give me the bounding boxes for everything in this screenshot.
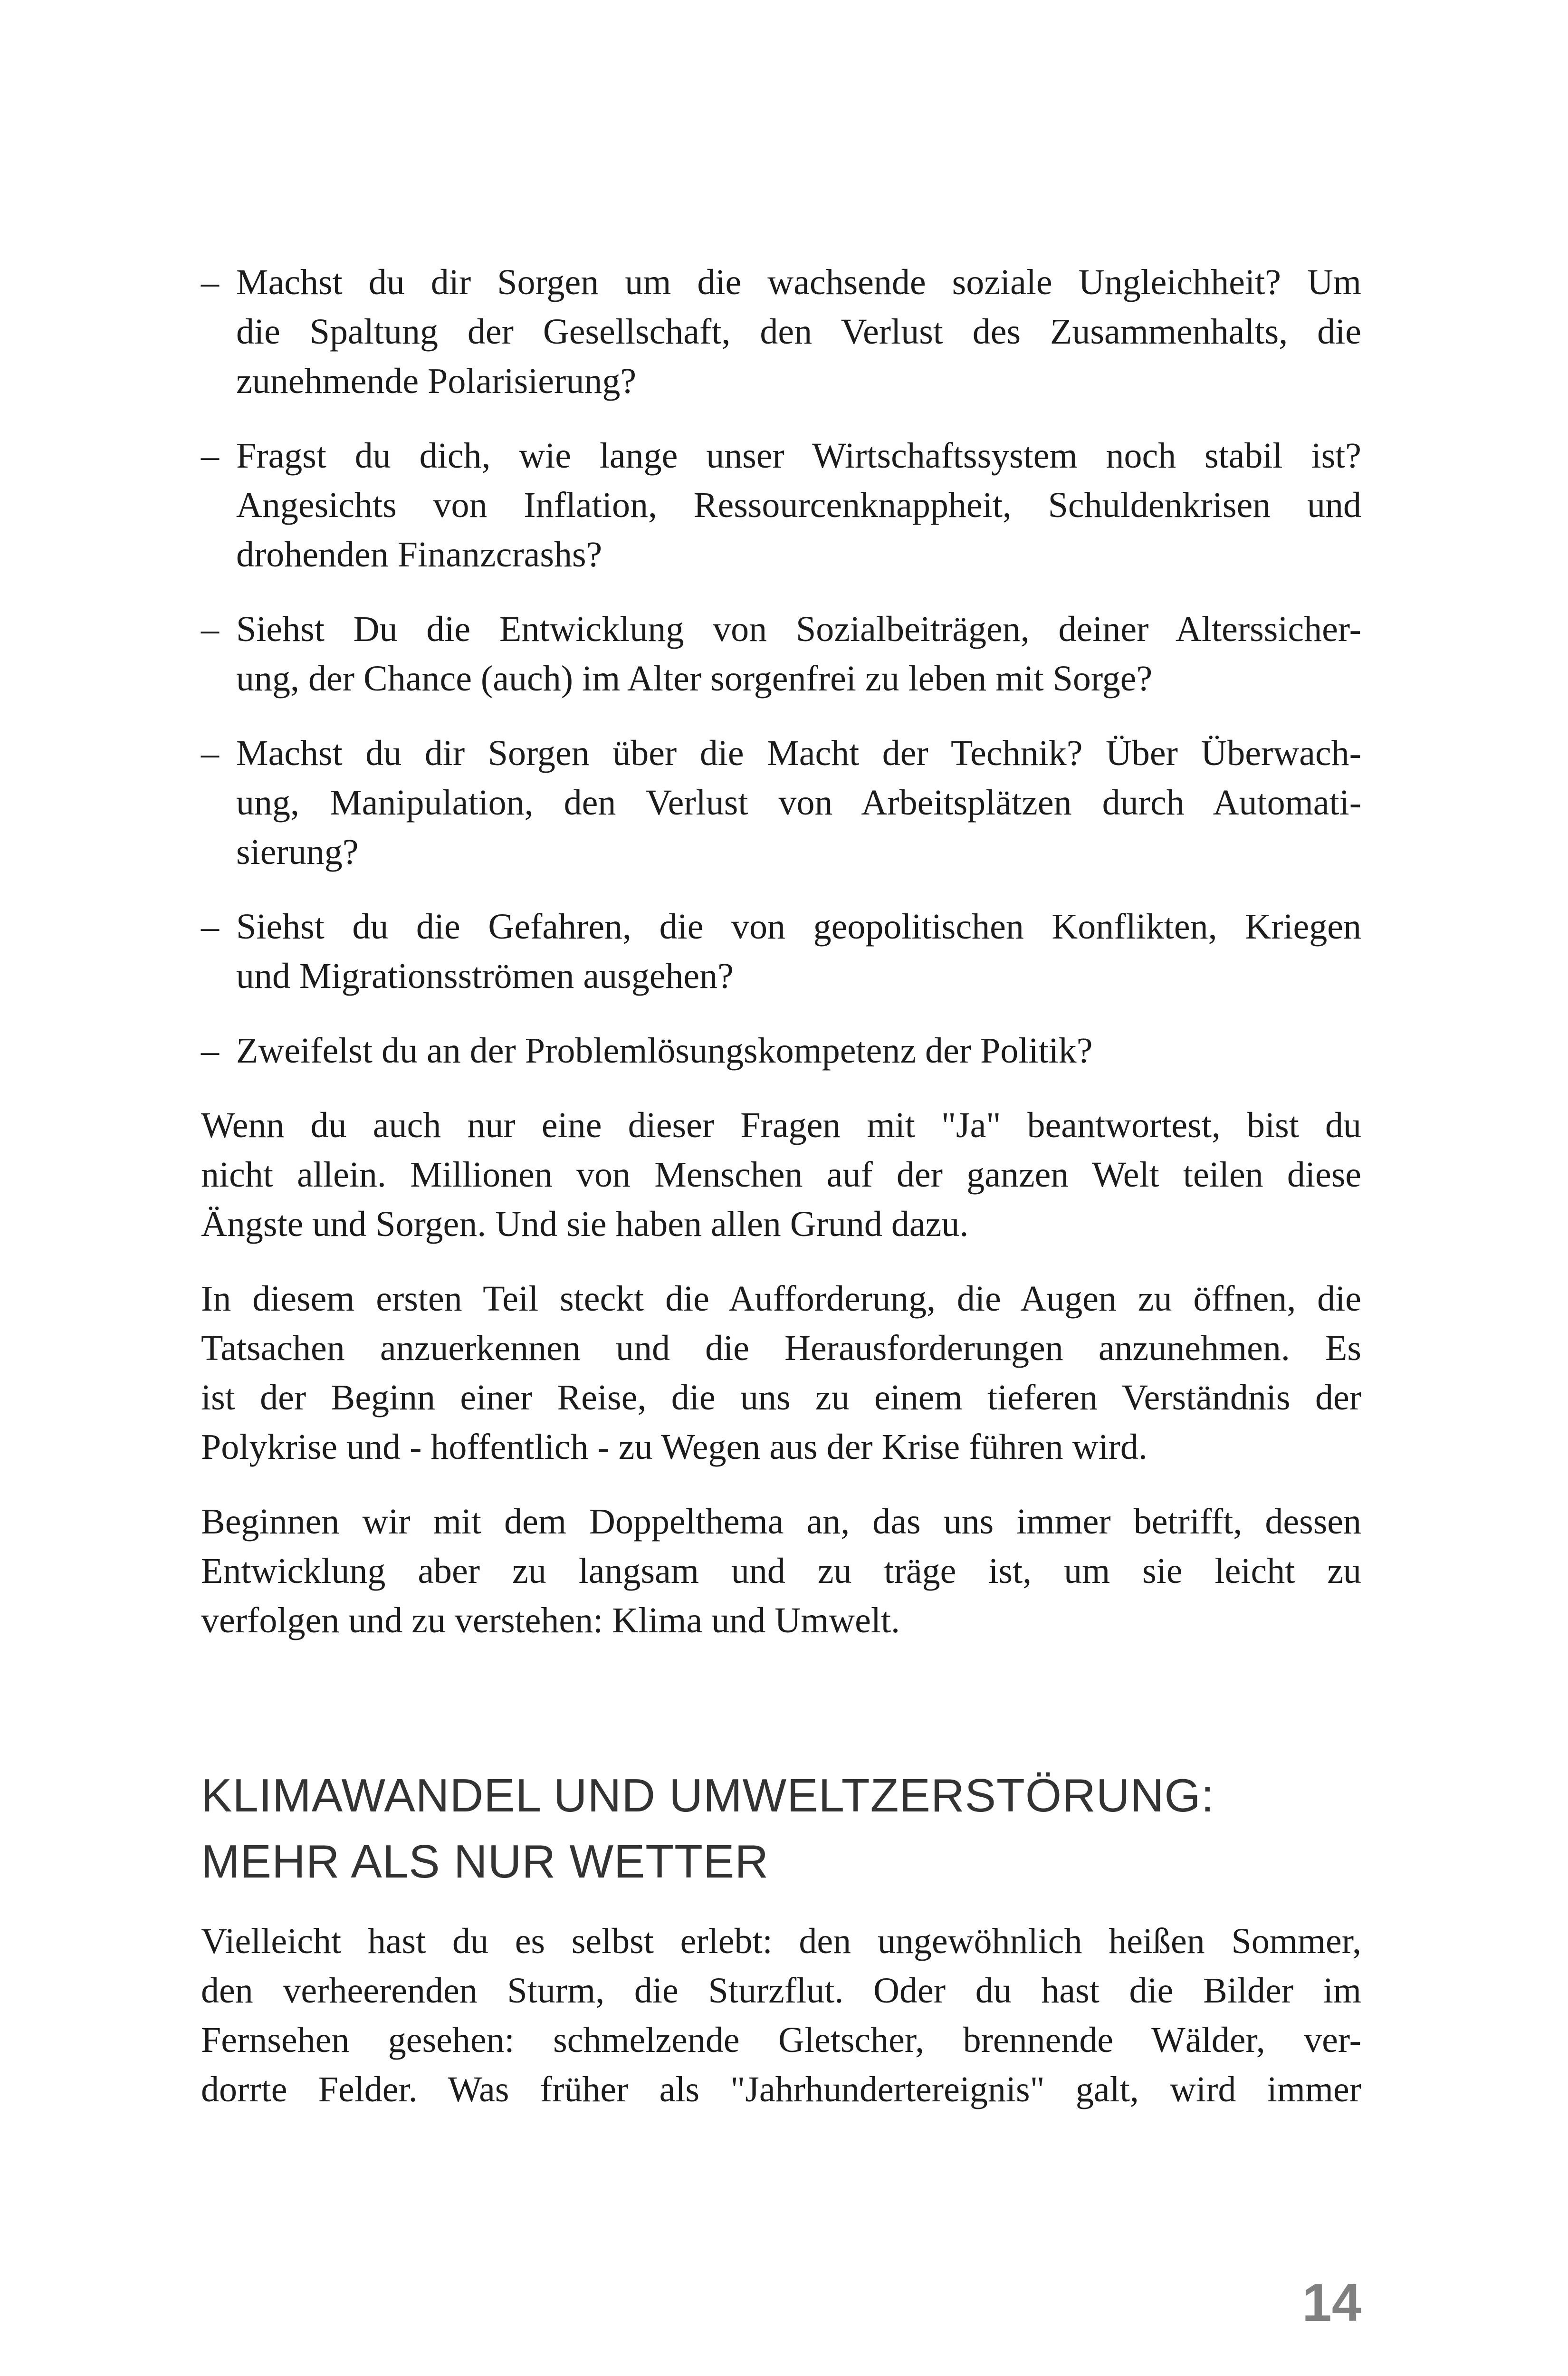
- text-line: und Migrationsströmen ausgehen?: [236, 956, 734, 996]
- bullet-item: [201, 728, 1361, 877]
- paragraph: [201, 1497, 1361, 1645]
- heading-line: KLIMAWANDEL UND UMWELTZERSTÖRUNG:: [201, 1769, 1214, 1821]
- text-line: In diesem ersten Teil steckt die Aufforderung, die Augen zu öffnen, die: [201, 1279, 1361, 1319]
- text-line: Polykrise und - hoffentlich - zu Wegen aus der Krise führen wird.: [201, 1427, 1147, 1467]
- text-line: Siehst Du die Entwicklung von Sozialbeiträgen, deiner Alterssicher-: [236, 609, 1361, 649]
- text-line: ist der Beginn einer Reise, die uns zu einem tieferen Verständnis der: [201, 1378, 1361, 1418]
- text-line: zunehmende Polarisierung?: [236, 361, 637, 401]
- text-line: verfolgen und zu verstehen: Klima und Umwelt.: [201, 1600, 900, 1640]
- text-line: sierung?: [236, 832, 359, 872]
- page-number: 14: [1302, 2273, 1361, 2332]
- text-line: Wenn du auch nur eine dieser Fragen mit "Ja" beantwortest, bist du: [201, 1105, 1361, 1145]
- section-heading: [201, 1763, 1214, 1895]
- text-line: nicht allein. Millionen von Menschen auf der ganzen Welt teilen diese: [201, 1155, 1361, 1195]
- bullet-item: [201, 1026, 1361, 1075]
- paragraph: [201, 1274, 1361, 1472]
- bullet-dash: –: [201, 262, 219, 302]
- bullet-dash: –: [201, 733, 219, 773]
- text-line: Beginnen wir mit dem Doppelthema an, das uns immer betrifft, dessen: [201, 1502, 1361, 1542]
- text-line: drohenden Finanzcrashs?: [236, 535, 602, 575]
- body-text: [201, 258, 1361, 1645]
- text-line: Tatsachen anzuerkennen und die Herausforderungen anzunehmen. Es: [201, 1328, 1361, 1368]
- bullet-dash: –: [201, 1031, 219, 1071]
- text-line: Ängste und Sorgen. Und sie haben allen Grund dazu.: [201, 1204, 969, 1244]
- bullet-item: [201, 902, 1361, 1001]
- text-line: dorrte Felder. Was früher als "Jahrhundertereignis" galt, wird immer: [201, 2069, 1361, 2109]
- text-line: Angesichts von Inflation, Ressourcenknappheit, Schuldenkrisen und: [236, 485, 1361, 525]
- bullet-dash: –: [201, 609, 219, 649]
- text-line: Vielleicht hast du es selbst erlebt: den ungewöhnlich heißen Sommer,: [201, 1921, 1361, 1961]
- bullet-item: [201, 258, 1361, 406]
- text-line: die Spaltung der Gesellschaft, den Verlust des Zusammenhalts, die: [236, 312, 1361, 352]
- text-line: Entwicklung aber zu langsam und zu träge ist, um sie leicht zu: [201, 1551, 1361, 1591]
- text-line: Fernsehen gesehen: schmelzende Gletscher, brennende Wälder, ver-: [201, 2020, 1361, 2060]
- paragraph: [201, 1101, 1361, 1249]
- text-line: ung, Manipulation, den Verlust von Arbeitsplätzen durch Automati-: [236, 783, 1361, 823]
- text-line: Zweifelst du an der Problemlösungskompetenz der Politik?: [236, 1031, 1093, 1071]
- text-line: Machst du dir Sorgen um die wachsende soziale Ungleichheit? Um: [236, 262, 1361, 302]
- text-line: Fragst du dich, wie lange unser Wirtschaftssystem noch stabil ist?: [236, 436, 1361, 476]
- bullet-item: [201, 604, 1361, 703]
- bullet-dash: –: [201, 907, 219, 947]
- heading-line: MEHR ALS NUR WETTER: [201, 1835, 769, 1887]
- text-line: ung, der Chance (auch) im Alter sorgenfrei zu leben mit Sorge?: [236, 659, 1153, 699]
- section-paragraph: [201, 1916, 1361, 2114]
- bullet-item: [201, 431, 1361, 579]
- text-line: Machst du dir Sorgen über die Macht der Technik? Über Überwach-: [236, 733, 1361, 773]
- bullet-dash: –: [201, 436, 219, 476]
- text-line: Siehst du die Gefahren, die von geopolitischen Konflikten, Kriegen: [236, 907, 1361, 947]
- text-line: den verheerenden Sturm, die Sturzflut. Oder du hast die Bilder im: [201, 1971, 1361, 2011]
